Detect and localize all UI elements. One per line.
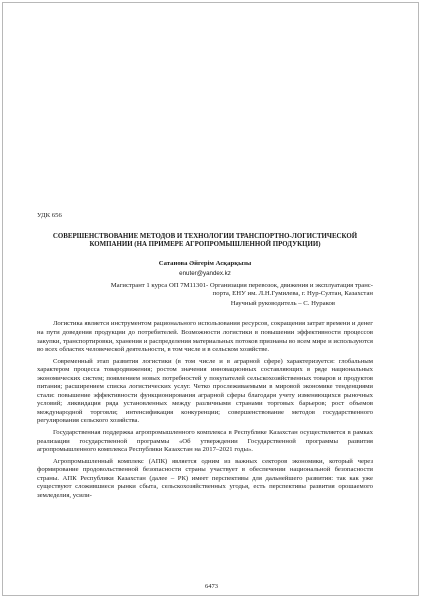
page-number: 6473: [205, 583, 218, 590]
author-name: Сатанова Әйгерім Асқарқызы: [158, 259, 252, 267]
article-title: СОВЕРШЕНСТВОВАНИЕ МЕТОДОВ И ТЕХНОЛОГИИ ТРАНСПОРТНО-ЛОГИСТИЧЕСКОЙ КОМПАНИИ (НА ПРИМЕРЕ АГРОПРОМЫШЛЕННОЙ ПРОДУКЦИИ): [52, 232, 358, 249]
author-affiliation-line1: Магистрант 1 курса ОП 7М11301- Организация перевозок, движения и эксплуатация транс-: [110, 281, 373, 289]
author-supervisor: Научный руководитель – С. Нураков: [230, 299, 335, 307]
paragraph: Современный этап развития логистики (в том числе и в аграрной сфере) характеризуется: глобальным характером процесса товародвижения; ростом значения инновационных составляющих в ряде национальных экономических систем; появлением новых потребностей у покупателей сельскохозяйственных товаров и продуктов питания; расширением списка логистических услуг. Четко прослеживаемыми в мировой экономике тенденциями стали: повышение эффективности функционирования аграрной сферы благодаря учету изменяющихся рыночных условий; ликвидация ряда установленных между различными странами торговых барьеров; рост объемов международной торговли; интенсификация конкуренции; совершенствование методов государственного регулирования сельского хозяйства.: [37, 357, 373, 425]
author-block: [37, 260, 373, 309]
paragraph: Агропромышленный комплекс (АПК) является одним из важных секторов экономики, который через формирование продовольственной безопасности страны участвует в обеспечении национальной безопасности страны. АПК Республики Казахстан (далее – РК) имеет перспективы для дальнейшего развития: так как уже существуют сложившиеся рынки сбыта, сельскохозяйственных угодья, есть перспективы развития орошаемого земледелия, усили-: [37, 457, 373, 499]
article-body: [37, 320, 373, 500]
paragraph: Логистика является инструментом рационального использования ресурсов, сокращения затрат времени и денег на пути доведения продукции до потребителей. Возможности логистики в повышении эффективности процессов закупки, транспортировки, хранения и распределения материальных потоков признаны во всем мире и используются во всех областях человеческой деятельности, в том числе и в сельском хозяйстве.: [37, 320, 373, 354]
author-email: enuter@yandex.kz: [179, 270, 231, 278]
article-content: [37, 212, 373, 503]
udc-code: УДК 656: [37, 212, 62, 219]
paragraph: Государственная поддержка агропромышленного комплекса в Республике Казахстан осуществляется в рамках реализации государственной программы «Об утверждении Государственной программы развития агропромышленного комплекса Республики Казахстан на 2017–2021 годы».: [37, 429, 373, 454]
author-affiliation-line2: порта, ЕНУ им. Л.Н.Гумилева, г. Нур-Султан, Казахстан: [212, 290, 373, 298]
